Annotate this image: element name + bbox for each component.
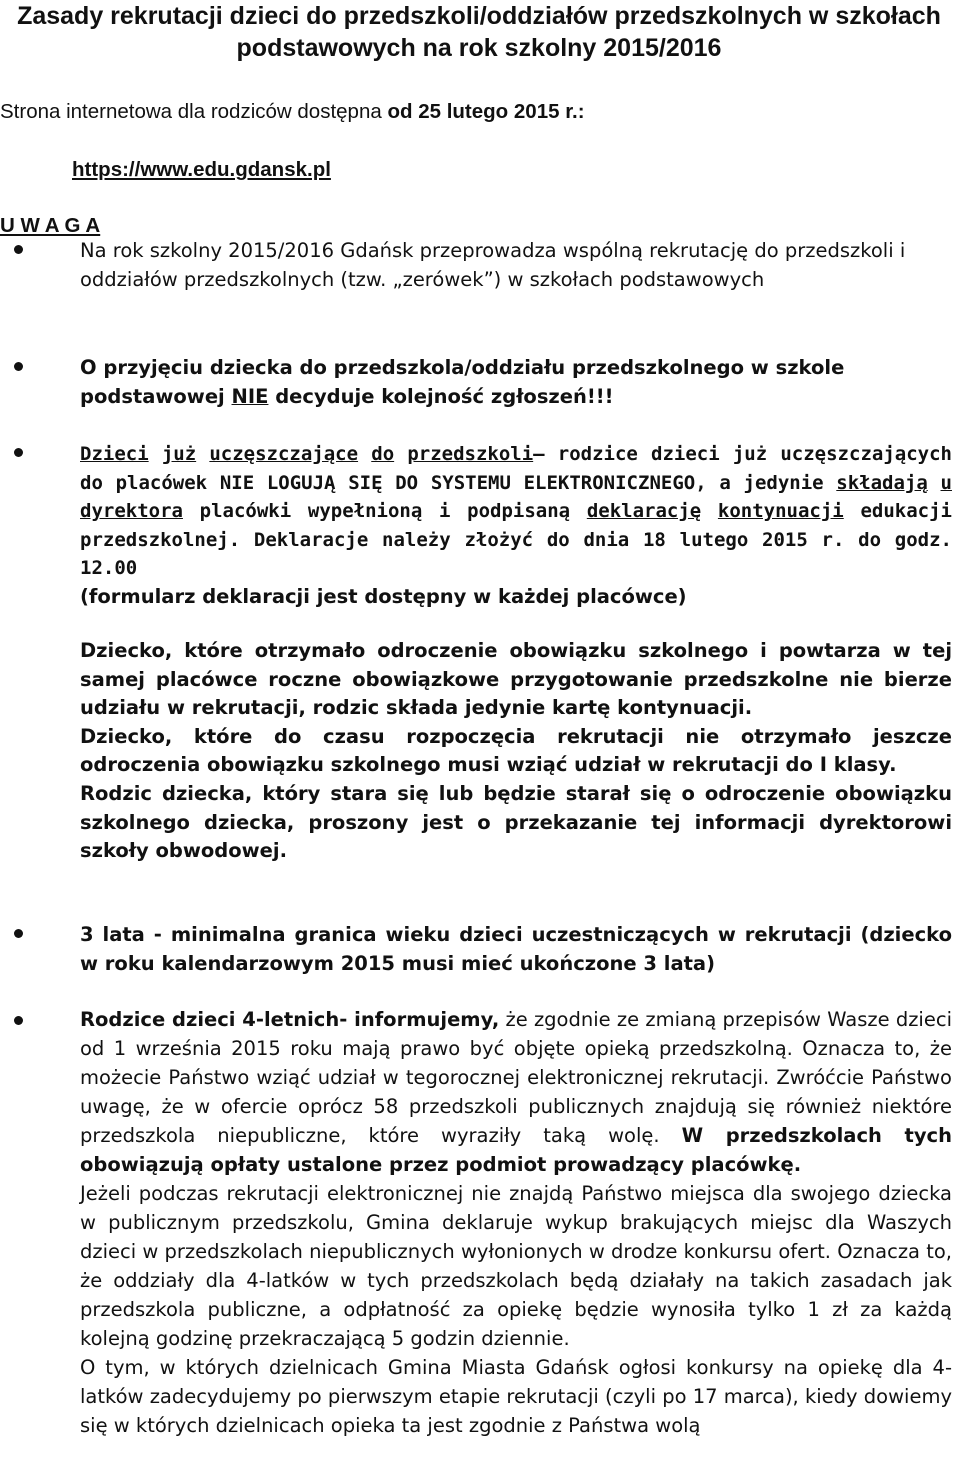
b5-lead: Rodzice dzieci 4-letnich- informujemy,: [80, 1008, 500, 1031]
intro-line: [0, 97, 585, 127]
b3-text-1: – rodzice dzieci już uczęszczających do placówek NIE LOGUJĄ SIĘ DO SYSTEMU ELEKTRONICZNEGO, a jedynie: [80, 443, 952, 494]
b3-word: do: [371, 443, 395, 465]
deferral-paragraph-1: Dziecko, które otrzymało odroczenie obowiązku szkolnego i powtarza w tej samej placówce roczne obowiązkowe przygotowanie przedszkolne nie bierze udziału w rekrutacji, rodzic składa jedynie kartę kontynuacji.: [80, 639, 952, 720]
b3-word: kontynuacji: [717, 500, 844, 523]
b2-nie: NIE: [231, 384, 269, 408]
b3-word: przedszkoli: [407, 443, 534, 465]
deferral-paragraph-2: Dziecko, które do czasu rozpoczęcia rekrutacji nie otrzymało jeszcze odroczenia obowiązku szkolnego musi wziąć udział w rekrutacji do I klasy.: [80, 724, 952, 777]
b3-text-3: edukacji przedszkolnej. Deklaracje należy złożyć do dnia 18 lutego 2015 r. do godz. 12.00: [80, 500, 952, 580]
b3-paragraph: [80, 440, 952, 583]
bullet-icon: [14, 362, 23, 371]
b3-word: deklarację: [586, 500, 702, 523]
bullet-icon: [14, 1016, 23, 1025]
b5-text-1: że zgodnie ze zmianą przepisów Wasze dzieci od 1 września 2015 roku mają prawo być objęte opieką przedszkolną. Oznacza to, że możecie Państwo wziąć udział w tegorocznej elektronicznej rekrutacji. Zwróćcie Państwo uwagę, że w ofercie oprócz 58 przedszkoli publicznych znajdują się również niektóre przedszkola niepubliczne, które wyraziły taką wolę.: [80, 1008, 952, 1147]
deferral-section: [80, 637, 952, 866]
intro-date: od 25 lutego 2015 r.:: [387, 100, 585, 123]
bullet-minimum-age: 3 lata - minimalna granica wieku dzieci uczestniczących w rekrutacji (dziecko w roku kalendarzowym 2015 musi mieć ukończone 3 lata): [80, 923, 952, 975]
b3-form-note: (formularz deklaracji jest dostępny w każdej placówce): [80, 584, 687, 608]
b2-text-a: O przyjęciu dziecka do przedszkola/oddziału przedszkolnego w szkole podstawowej: [80, 356, 845, 408]
deferral-paragraph-3: Rodzic dziecka, który stara się lub będzie starał się o odroczenie obowiązku szkolnego dziecka, proszony jest o przekazanie tej informacji dyrektorowi szkoły obwodowej.: [80, 781, 952, 863]
bullet-continuing-children: [80, 440, 952, 612]
b3-word: składają: [836, 471, 928, 494]
b5-paragraph-1: [80, 1005, 952, 1179]
bullet-icon: [14, 448, 23, 457]
b3-word: dyrektora: [80, 500, 183, 523]
b5-paragraph-2: Jeżeli podczas rekrutacji elektronicznej nie znajdą Państwo miejsca dla swojego dziecka w publicznym przedszkolu, Gmina deklaruje wykup brakujących miejsc dla Waszych dzieci w przedszkolach niepublicznych wyłonionych w drodze konkursu ofert. Oznacza to, że oddziały dla 4-latków w tych przedszkolach będą działały na takich zasadach jak przedszkola publiczne, a odpłatność za opiekę będzie wynosiła tylko 1 zł za każdą kolejną godzinę przekraczającą 5 godzin dziennie.: [80, 1182, 952, 1350]
bullet-joint-recruitment: Na rok szkolny 2015/2016 Gdańsk przeprowadza wspólną rekrutację do przedszkoli i oddziałów przedszkolnych (tzw. „zerówek”) w szkołach podstawowych: [80, 239, 906, 291]
b2-text-b: decyduje kolejność zgłoszeń!!!: [268, 384, 614, 408]
b5-paragraph-3: O tym, w których dzielnicach Gmina Miasta Gdańsk ogłosi konkursy na opiekę dla 4-latków zadecydujemy po pierwszym etapie rekrutacji (czyli po 17 marca), kiedy dowiemy się w których dzielnicach opieka ta jest zgodnie z Państwa wolą: [80, 1356, 952, 1437]
b3-word: uczęszczające: [209, 443, 359, 465]
website-link[interactable]: https://www.edu.gdansk.pl: [72, 158, 331, 181]
b3-text-2: placówki wypełnioną i podpisaną: [182, 500, 587, 523]
b3-word: u: [940, 471, 952, 494]
page-title: Zasady rekrutacji dzieci do przedszkoli/oddziałów przedszkolnych w szkołach podstawowych na rok szkolny 2015/2016: [17, 2, 941, 62]
bullet-four-year-olds: [80, 1005, 952, 1440]
b5-fees-note: W przedszkolach tych obowiązują opłaty ustalone przez podmiot prowadzący placówkę.: [80, 1124, 952, 1176]
bullet-icon: [14, 929, 23, 938]
intro-text: Strona internetowa dla rodziców dostępna: [0, 100, 388, 123]
uwaga-heading: U W A G A: [0, 214, 101, 237]
bullet-icon: [14, 245, 23, 254]
b3-word: już: [161, 443, 197, 465]
bullet-order-of-applications: [80, 354, 952, 411]
b3-word: Dzieci: [80, 443, 149, 465]
